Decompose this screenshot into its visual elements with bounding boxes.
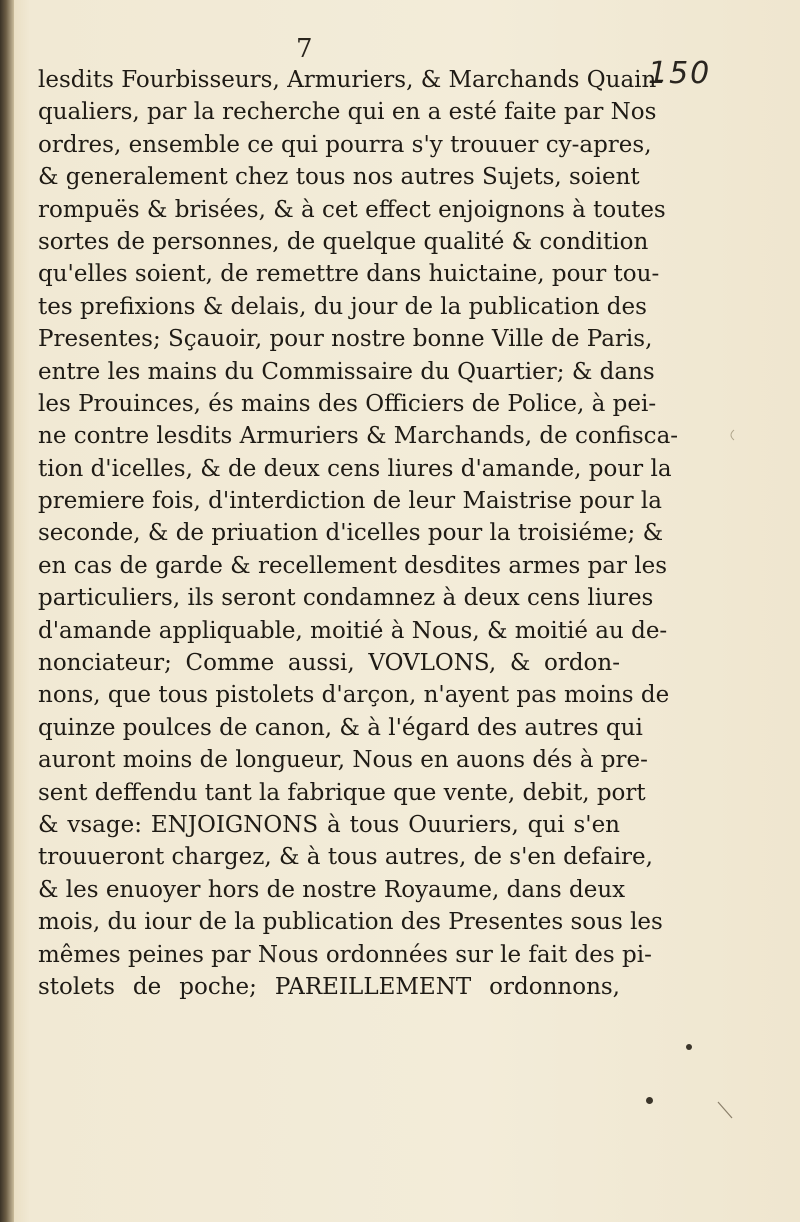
- text-line: & generalement chez tous nos autres Sujets, soient: [38, 164, 640, 191]
- ink-spot: [646, 1097, 653, 1104]
- text-line: Presentes; Sçauoir, pour nostre bonne Ville de Paris,: [38, 326, 653, 353]
- text-line: d'amande appliquable, moitié à Nous, & moitié au de-: [38, 617, 668, 644]
- text-line: qu'elles soient, de remettre dans huictaine, pour tou-: [38, 261, 660, 288]
- page-number: 7: [296, 34, 313, 64]
- text-line: nons, que tous pistolets d'arçon, n'ayent pas moins de: [38, 682, 670, 709]
- text-line: premiere fois, d'interdiction de leur Maistrise pour la: [38, 488, 662, 515]
- text-line: ne contre lesdits Armuriers & Marchands, de confisca-: [38, 423, 679, 450]
- text-line: rompuës & brisées, & à cet effect enjoignons à toutes: [38, 196, 666, 223]
- text-line: nonciateur; Comme aussi, VOVLONS, & ordon-: [38, 650, 620, 677]
- text-line: seconde, & de priuation d'icelles pour la troisiéme; &: [38, 520, 664, 547]
- page-gutter: [0, 0, 14, 1222]
- text-line: ordres, ensemble ce qui pourra s'y trouuer cy-apres,: [38, 131, 652, 158]
- text-line: mois, du iour de la publication des Presentes sous les: [38, 909, 663, 936]
- text-line: entre les mains du Commissaire du Quartier; & dans: [38, 358, 655, 385]
- text-line: quinze poulces de canon, & à l'égard des autres qui: [38, 714, 643, 741]
- handwritten-folio-number: 150: [648, 56, 712, 91]
- pencil-mark: [716, 1100, 736, 1122]
- text-line: mêmes peines par Nous ordonnées sur le fait des pi-: [38, 941, 652, 968]
- ink-spot: [686, 1044, 692, 1050]
- text-block: [38, 64, 679, 1003]
- text-line: qualiers, par la recherche qui en a esté faite par Nos: [38, 99, 657, 126]
- text-line: en cas de garde & recellement desdites armes par les: [38, 552, 668, 579]
- text-line: les Prouinces, és mains des Officiers de Police, à pei-: [38, 390, 657, 417]
- text-line: trouueront chargez, & à tous autres, de s'en defaire,: [38, 844, 653, 871]
- pencil-mark: [726, 428, 736, 442]
- text-line: sent deffendu tant la fabrique que vente, debit, port: [38, 779, 646, 806]
- text-line: & les enuoyer hors de nostre Royaume, dans deux: [38, 876, 626, 903]
- text-line: tion d'icelles, & de deux cens liures d'amande, pour la: [38, 455, 672, 482]
- text-line: lesdits Fourbisseurs, Armuriers, & Marchands Quain-: [38, 67, 665, 93]
- text-line: & vsage: ENJOIGNONS à tous Ouuriers, qui s'en: [38, 811, 620, 838]
- text-line: tes prefixions & delais, du jour de la publication des: [38, 293, 647, 320]
- text-line: sortes de personnes, de quelque qualité & condition: [38, 228, 649, 255]
- text-line: auront moins de longueur, Nous en auons dés à pre-: [38, 747, 648, 774]
- text-line: stolets de poche; PAREILLEMENT ordonnons,: [38, 973, 620, 1000]
- text-line: particuliers, ils seront condamnez à deux cens liures: [38, 585, 654, 612]
